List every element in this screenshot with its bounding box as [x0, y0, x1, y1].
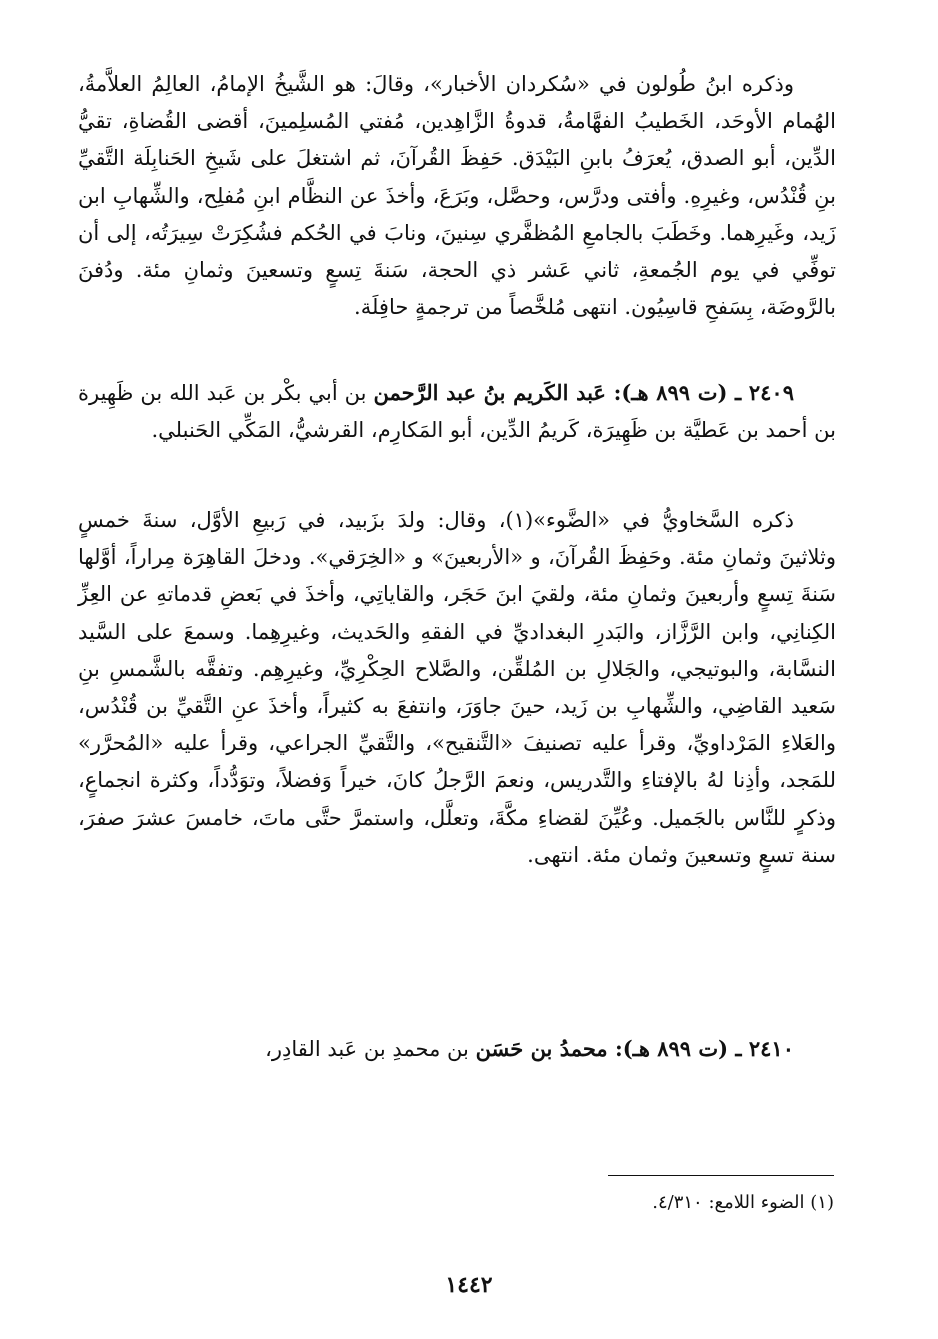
entry-text: بن محمدِ بن عَبد القادِر، — [265, 1037, 469, 1061]
paragraph-text: وذكره ابنُ طُولون في «سُكردان الأخبار»، وقالَ: هو الشَّيخُ الإمامُ، العالِمُ العلاَّمةُ، الهُمام الأوحَد، الخَطيبُ الفهَّامةُ، قدوةُ الزَّاهِدين، مُفتي المُسلِمينَ، أقضى القُضاةِ، تقيُّ الدِّين، أبو الصدق، يُعرَفُ بابنِ البَيْدَق. حَفِظَ القُرآنَ، ثم اشتغلَ على شَيخِ الحَنابِلَة التَّقيِّ بنِ قُنْدُس، وغيرِهِ. وأفتى ودرَّس، وحصَّل، وبَرَعَ، وأخذَ عن النظَّام ابنِ مُفلِح، والشِّهابِ ابن زَيد، وغَيرِهما. وخَطَبَ بالجامعِ المُظفَّري سِنينَ، ونابَ في الحُكم فشُكِرَتْ سِيرَتُه، إلى أن توفِّي في يوم الجُمعةِ، ثاني عَشر ذي الحجة، سَنةَ تِسعٍ وتسعينَ وثمانِ مئة. ودُفنَ بالرَّوضَة، بِسَفحِ قاسِيُون. انتهى مُلخَّصاً من ترجمةٍ حافِلَة. — [78, 72, 836, 320]
entry-2410 — [78, 1030, 836, 1068]
footnote: (١) الضوء اللامع: ٤/٣١٠. — [652, 1192, 834, 1213]
paragraph-ibn-tulun — [78, 66, 836, 364]
footnote-divider — [608, 1175, 834, 1176]
paragraph-sakhawi — [78, 502, 836, 1022]
page-body — [78, 66, 836, 1068]
entry-text: بن أبي بكْر بن عَبد الله بن ظَهِيرة بن أحمد بن عَطيَّة بن ظَهِيرَة، كَريمُ الدِّين، أبو المَكارِم، القرشيُّ، المَكِّي الحَنبلي. — [78, 381, 836, 443]
page-number: ١٤٤٢ — [445, 1272, 493, 1298]
entry-heading: ٢٤٠٩ ـ (ت ٨٩٩ هـ): عَبد الكَريم بنُ عبد الرَّحمن — [373, 380, 794, 405]
entry-heading: ٢٤١٠ ـ (ت ٨٩٩ هـ): محمدُ بن حَسَن — [475, 1036, 794, 1061]
entry-2409 — [78, 374, 836, 486]
paragraph-text: ذكره السَّخاويُّ في «الضَّوء»(١)، وقال: ولدَ بزَبيد، في رَبيعِ الأوَّل، سنةَ خمسٍ وثلاثينَ وثمانِ مئة. وحَفِظَ القُرآنَ، و «الأربعينَ» و «الخِرَقي». ودخلَ القاهِرَة مِراراً، أوَّلها سَنةَ تِسعٍ وأربعينَ وثمانِ مئة، ولقيَ ابنَ حَجَر، والقاياتِي، وأخذَ في بَعضِ قدماتهِ عن العِزِّ الكِنانِي، وابن الرَّزَّاز، والبَدرِ البغداديِّ في الفقهِ والحَديث، وغيرِهِما. وسمعَ على السَّيد النسَّابة، والبوتيجي، والجَلالِ بن المُلقِّن، والصَّلاح الحِكْرِيِّ، وغيرِهِم. وتفقَّه بالشَّمسِ بنِ سَعيد القاضِي، والشِّهابِ بن زَيد، حينَ جاوَرَ، وانتفعَ به كثيراً، وأخذَ عنِ التَّقيِّ بن قُنْدُس، والعَلاءِ المَرْداويِّ، وقرأ عليه تصنيفَ «التَّنقيح»، والتَّقيِّ الجراعي، وقرأ عليه «المُحرَّر» للمَجد، وأذِنا لهُ بالإفتاءِ والتَّدريس، ونعمَ الرَّجلُ كانَ، خيراً وَفضلاً، وتوَدُّداً، وكثرة انجماعٍ، وذكرٍ للنَّاس بالجَميل. وعُيِّنَ لقضاءِ مكَّةَ، وتعلَّل، واستمرَّ حتَّى ماتَ، خامسَ عشرَ صفرَ، سنة تسعٍ وتسعينَ وثمان مئة. انتهى. — [78, 508, 836, 867]
